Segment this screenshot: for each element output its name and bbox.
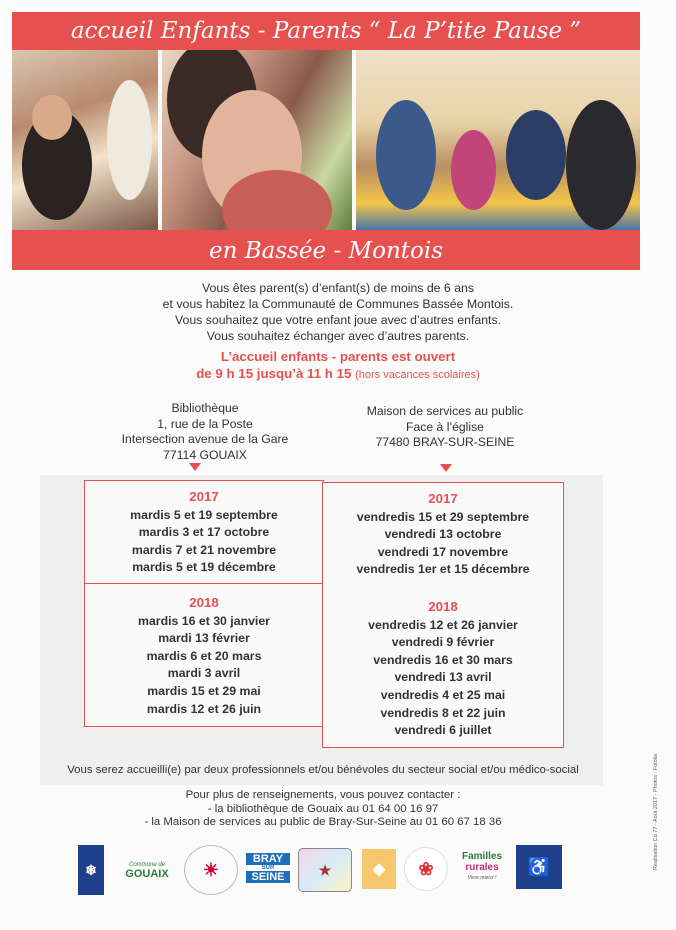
date-line: mardis 12 et 26 juin bbox=[146, 701, 262, 716]
bray-logo-mid: SUR bbox=[261, 865, 275, 871]
opening-hours bbox=[0, 348, 676, 384]
address-line: Intersection avenue de la Gare bbox=[121, 432, 289, 446]
photo-strip bbox=[12, 50, 640, 230]
date-line: vendredis 4 et 25 mai bbox=[380, 687, 506, 702]
gouaix-logo-name: GOUAIX bbox=[125, 868, 169, 880]
title-banner bbox=[12, 12, 640, 50]
contact-line: Pour plus de renseignements, vous pouvez contacter : bbox=[185, 789, 461, 801]
date-line: vendredi 9 février bbox=[391, 635, 495, 650]
date-line: mardis 15 et 29 mai bbox=[147, 683, 261, 698]
gouaix-logo-small: Commune de bbox=[128, 862, 166, 868]
reading-logo: ★ bbox=[298, 848, 352, 892]
arrow-down-icon bbox=[440, 464, 452, 472]
photo-mother-baby bbox=[162, 50, 352, 230]
date-line: vendredi 13 octobre bbox=[384, 527, 502, 542]
photo-reading-group bbox=[356, 50, 640, 230]
intro-line: Vous souhaitez que votre enfant joue avec d’autres enfants. bbox=[174, 313, 502, 327]
intro-line: Vous souhaitez échanger avec d’autres parents. bbox=[206, 329, 470, 343]
date-line: mardis 6 et 20 mars bbox=[146, 648, 262, 663]
address-line: 77480 BRAY-SUR-SEINE bbox=[375, 435, 515, 449]
opening-note: (hors vacances scolaires) bbox=[355, 369, 480, 381]
divider bbox=[85, 583, 323, 584]
date-line: vendredi 6 juillet bbox=[394, 723, 492, 738]
date-line: mardis 7 et 21 novembre bbox=[131, 542, 277, 557]
date-line: vendredi 17 novembre bbox=[377, 544, 509, 559]
page-title: accueil Enfants - Parents “ La P’tite Pause ” bbox=[70, 18, 582, 44]
contact-line: - la Maison de services au public de Bray-Sur-Seine au 01 60 67 18 36 bbox=[144, 816, 502, 829]
address-line: 77114 GOUAIX bbox=[163, 447, 247, 462]
page-subtitle: en Bassée - Montois bbox=[208, 238, 444, 264]
credits-vertical bbox=[650, 753, 670, 870]
address-line: Maison de services au public bbox=[366, 404, 524, 418]
year-label: 2018 bbox=[189, 595, 219, 610]
date-line: vendredi 13 avril bbox=[394, 670, 492, 685]
bray-logo-bottom: SEINE bbox=[246, 871, 290, 883]
date-line: vendredis 15 et 29 septembre bbox=[356, 509, 530, 524]
photo-group-play bbox=[12, 50, 158, 230]
contact-info bbox=[0, 789, 646, 830]
partner-logos bbox=[78, 845, 568, 895]
familles-rurales-logo bbox=[454, 845, 510, 889]
subtitle-banner bbox=[12, 230, 640, 270]
opening-line: L’accueil enfants - parents est ouvert bbox=[220, 349, 456, 364]
date-line: vendredis 8 et 22 juin bbox=[380, 705, 506, 720]
schedule-gouaix bbox=[84, 480, 324, 727]
opening-times: de 9 h 15 jusqu’à 11 h 15 bbox=[196, 366, 352, 381]
schedule-2018-gouaix bbox=[85, 594, 323, 718]
arrow-down-icon bbox=[189, 463, 201, 471]
bassee-montois-logo: ❀ bbox=[404, 847, 448, 891]
accessibility-icon: ♿ bbox=[516, 845, 562, 889]
schedule-2017-bray bbox=[323, 490, 563, 579]
year-label: 2017 bbox=[189, 489, 219, 504]
department-logo: ❄ bbox=[78, 845, 104, 895]
familles-logo-line2: rurales bbox=[465, 861, 499, 873]
ptite-pause-logo: ☀ bbox=[184, 845, 238, 895]
bray-logo-top: BRAY bbox=[246, 853, 290, 865]
bray-sur-seine-logo bbox=[246, 845, 290, 891]
date-line: mardis 16 et 30 janvier bbox=[138, 613, 270, 628]
address-line: Bibliothèque bbox=[171, 401, 239, 415]
gouaix-logo bbox=[112, 851, 182, 891]
orange-logo: ◆ bbox=[362, 849, 396, 889]
intro-text bbox=[0, 280, 676, 344]
address-gouaix bbox=[85, 401, 325, 463]
address-bray bbox=[330, 404, 560, 451]
date-line: mardi 13 février bbox=[158, 631, 250, 646]
address-line: Face à l’église bbox=[406, 419, 484, 434]
date-line: vendredis 1er et 15 décembre bbox=[356, 562, 530, 577]
year-label: 2018 bbox=[428, 599, 458, 614]
schedule-bray bbox=[322, 482, 564, 748]
familles-logo-line3: Vivre mieux ! bbox=[467, 874, 497, 881]
schedule-2018-bray bbox=[323, 598, 563, 740]
year-label: 2017 bbox=[428, 491, 458, 506]
staff-note: Vous serez accueilli(e) par deux professionnels et/ou bénévoles du secteur social et/ou médico-social bbox=[67, 764, 579, 776]
date-line: mardis 3 et 17 octobre bbox=[138, 525, 270, 540]
date-line: vendredis 12 et 26 janvier bbox=[368, 617, 518, 632]
address-line: 1, rue de la Poste bbox=[157, 416, 253, 431]
date-line: mardis 5 et 19 décembre bbox=[132, 560, 276, 575]
date-line: vendredis 16 et 30 mars bbox=[373, 652, 513, 667]
familles-logo-line1: Familles bbox=[461, 850, 503, 862]
contact-line: - la bibliothèque de Gouaix au 01 64 00 16 97 bbox=[207, 802, 439, 815]
intro-line: et vous habitez la Communauté de Communes Bassée Montois. bbox=[162, 297, 514, 311]
intro-line: Vous êtes parent(s) d’enfant(s) de moins de 6 ans bbox=[201, 281, 475, 295]
credits-text: Réalisation Cd 77 - Août 2017 - Photos : Fotolia bbox=[653, 753, 659, 870]
date-line: mardi 3 avril bbox=[167, 666, 241, 681]
schedule-2017-gouaix bbox=[85, 488, 323, 577]
date-line: mardis 5 et 19 septembre bbox=[130, 507, 278, 522]
